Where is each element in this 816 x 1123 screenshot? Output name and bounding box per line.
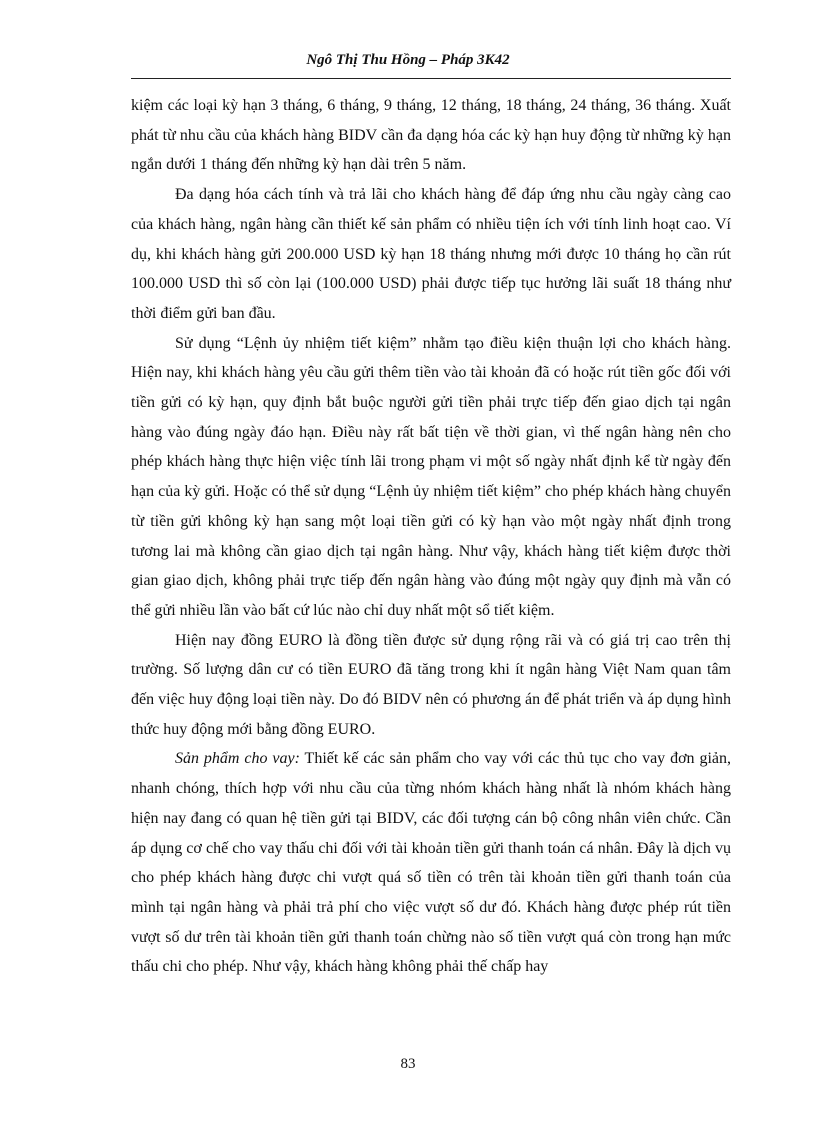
header-divider — [131, 78, 731, 79]
document-body — [131, 91, 731, 982]
paragraph-euro-deposits: Hiện nay đồng EURO là đồng tiền được sử dụng rộng rãi và có giá trị cao trên thị trường. Số lượng dân cư có tiền EURO đã tăng trong khi ít ngân hàng Việt Nam quan tâm đến việc huy động loại tiền này. Do đó BIDV nên có phương án để phát triển và áp dụng hình thức huy động mới bằng đồng EURO. — [131, 631, 731, 738]
paragraph-savings-order: Sử dụng “Lệnh ủy nhiệm tiết kiệm” nhằm tạo điều kiện thuận lợi cho khách hàng. Hiện nay, khi khách hàng yêu cầu gửi thêm tiền vào tài khoản đã có hoặc rút tiền gốc đối với tiền gửi có kỳ hạn, quy định bắt buộc người gửi tiền phải trực tiếp đến giao dịch tại ngân hàng vào đúng ngày đáo hạn. Điều này rất bất tiện về thời gian, vì thế ngân hàng nên cho phép khách hàng thực hiện việc tính lãi trong phạm vi một số ngày nhất định kể từ ngày đến hạn của kỳ gửi. Hoặc có thể sử dụng “Lệnh ủy nhiệm tiết kiệm” cho phép khách hàng chuyển từ tiền gửi không kỳ hạn sang một loại tiền gửi có kỳ hạn vào một ngày nhất định trong tương lai mà không cần giao dịch tại ngân hàng. Như vậy, khách hàng tiết kiệm được thời gian giao dịch, không phải trực tiếp đến ngân hàng vào đúng một ngày quy định mà vẫn có thể gửi nhiều lần vào bất cứ lúc nào chỉ duy nhất một sổ tiết kiệm. — [131, 334, 731, 619]
paragraph-loan-products — [131, 744, 731, 982]
page-number: 83 — [400, 1056, 416, 1072]
loan-products-lead: Sản phẩm cho vay: — [175, 750, 300, 768]
loan-products-text: Thiết kế các sản phẩm cho vay với các thủ tục cho vay đơn giản, nhanh chóng, thích hợp với nhu cầu của từng nhóm khách hàng nhất là nhóm khách hàng hiện nay đang có quan hệ tiền gửi tại BIDV, các đối tượng cán bộ công nhân viên chức. Cần áp dụng cơ chế cho vay thấu chi đối với tài khoản tiền gửi thanh toán cá nhân. Đây là dịch vụ cho phép khách hàng được chi vượt quá số tiền có trên tài khoản tiền gửi thanh toán của mình tại ngân hàng và phải trả phí cho việc vượt số dư đó. Khách hàng được phép rút tiền vượt số dư trên tài khoản tiền gửi thanh toán chừng nào số tiền vượt quá còn trong hạn mức thấu chi cho phép. Như vậy, khách hàng không phải thế chấp hay — [131, 750, 732, 976]
paragraph-savings-terms: kiệm các loại kỳ hạn 3 tháng, 6 tháng, 9 tháng, 12 tháng, 18 tháng, 24 tháng, 36 tháng. Xuất phát từ nhu cầu của khách hàng BIDV cần đa dạng hóa các kỳ hạn huy động từ những kỳ hạn ngắn dưới 1 tháng đến những kỳ hạn dài trên 5 năm. — [131, 97, 731, 174]
page-header: Ngô Thị Thu Hồng – Pháp 3K42 — [306, 52, 510, 68]
paragraph-interest-calculation: Đa dạng hóa cách tính và trả lãi cho khách hàng để đáp ứng nhu cầu ngày càng cao của khách hàng, ngân hàng cần thiết kế sản phẩm có nhiều tiện ích với tính linh hoạt cao. Ví dụ, khi khách hàng gửi 200.000 USD kỳ hạn 18 tháng nhưng mới được 10 tháng họ cần rút 100.000 USD thì số còn lại (100.000 USD) phải được tiếp tục hưởng lãi suất 18 tháng như thời điểm gửi ban đầu. — [131, 186, 731, 322]
